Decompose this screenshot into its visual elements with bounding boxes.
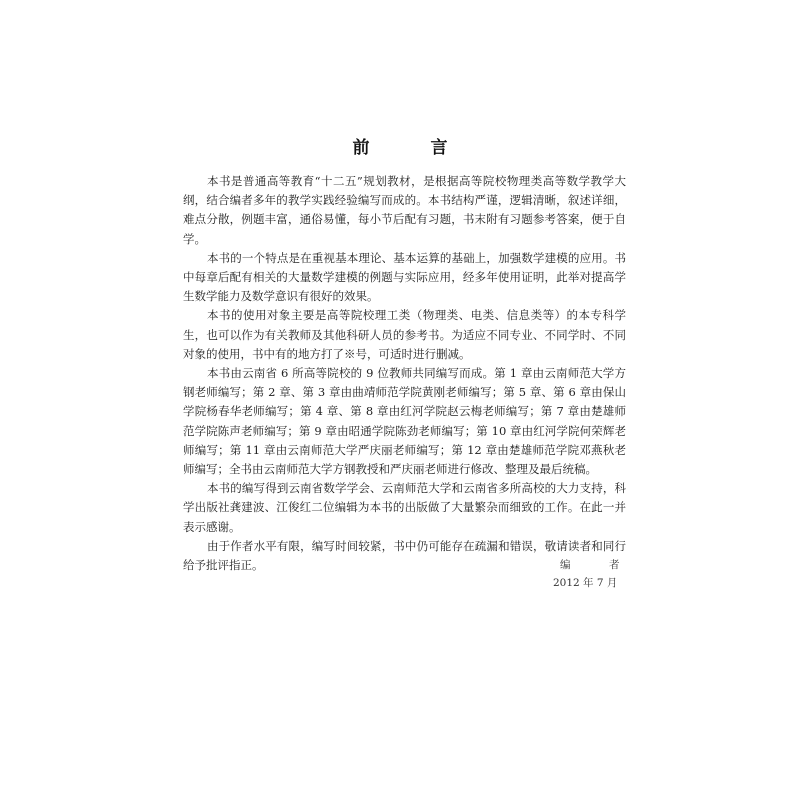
paragraph-4: 本书由云南省 6 所高等院校的 9 位教师共同编写而成。第 1 章由云南师范大学方钢老师编写；第 2 章、第 3 章由曲靖师范学院黄刚老师编写；第 5 章、第 6 章由保山学院杨春华老师编写；第 4 章、第 8 章由红河学院赵云梅老师编写；第 7 章由楚雄师范学院陈声老师编写；第 9 章由昭通学院陈劲老师编写；第 10 章由红河学院何荣辉老师编写；第 11 章由云南师范大学严庆丽老师编写；第 12 章由楚雄师范学院邓燕秋老师编写；全书由云南师范大学方钢教授和严庆丽老师进行修改、整理及最后统稿。 [183, 366, 626, 477]
paragraph-3: 本书的使用对象主要是高等院校理工类（物理类、电类、信息类等）的本专科学生，也可以作为有关教师及其他科研人员的参考书。为适应不同专业、不同学时、不同对象的使用，书中有的地方打了※号，可适时进行删减。 [183, 308, 626, 361]
paragraph-6: 由于作者水平有限，编写时间较紧，书中仍可能存在疏漏和错误，敬请读者和同行给予批评指正。 [183, 538, 626, 573]
preface-body [183, 172, 626, 575]
page-title: 前 言 [352, 138, 470, 158]
date: 2012 年 7 月 [553, 577, 618, 589]
paragraph-5: 本书的编写得到云南省数学学会、云南师范大学和云南省多所高校的大力支持，科学出版社龚建波、江俊红二位编辑为本书的出版做了大量繁杂而细致的工作。在此一并表示感谢。 [183, 481, 626, 534]
paragraph-2: 本书的一个特点是在重视基本理论、基本运算的基础上，加强数学建模的应用。书中每章后配有相关的大量数学建模的例题与实际应用，经多年使用证明，此举对提高学生数学能力及数学意识有很好的效果。 [183, 250, 626, 304]
paragraph-1: 本书是普通高等教育“十二五”规划教材，是根据高等院校物理类高等数学教学大纲，结合编者多年的教学实践经验编写而成的。本书结构严谨，逻辑清晰，叙述详细，难点分散，例题丰富，通俗易懂，每小节后配有习题，书末附有习题参考答案，便于自学。 [183, 174, 626, 246]
signature: 编 者 [560, 559, 634, 571]
